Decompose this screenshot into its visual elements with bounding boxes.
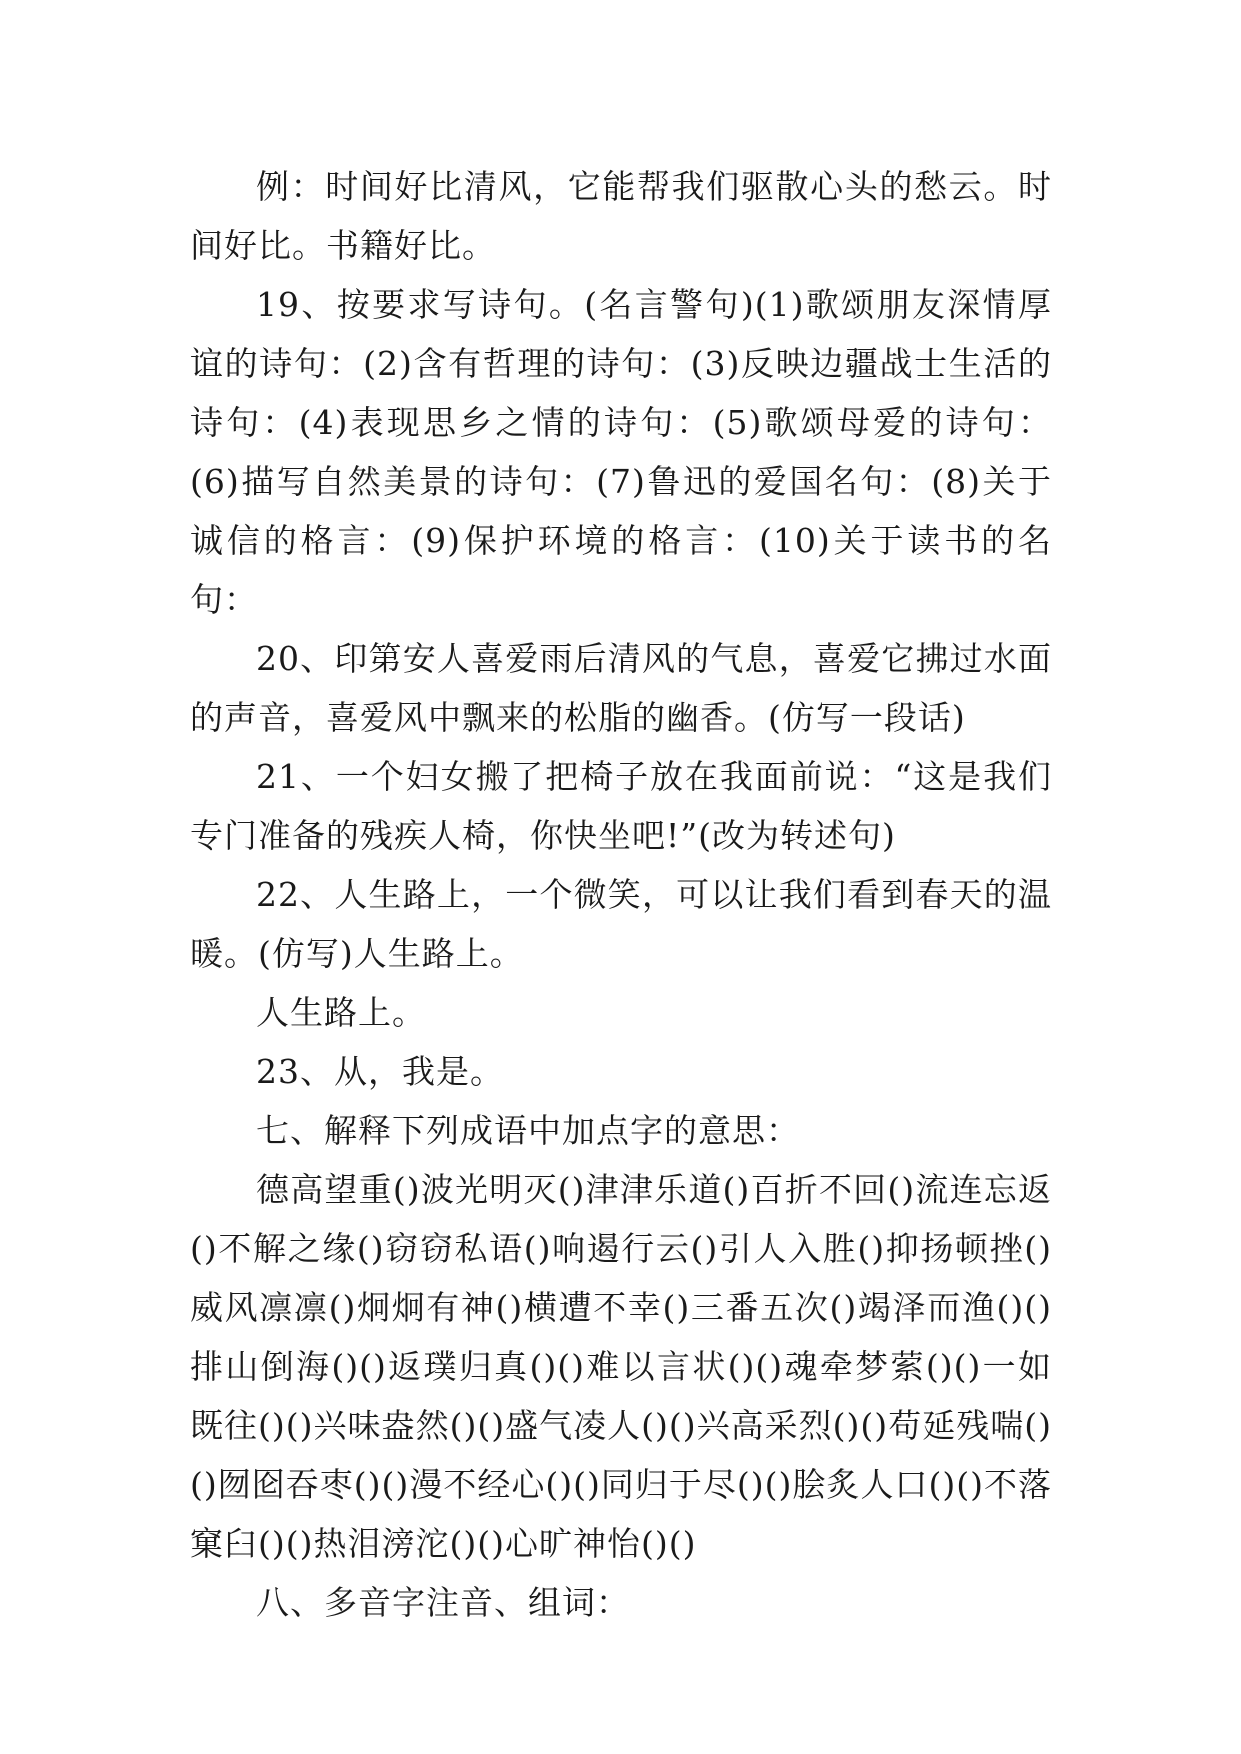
document-body: [190, 157, 1052, 1632]
paragraph-question-23: 23、从，我是。: [256, 1052, 504, 1091]
paragraph-question-22: 22、人生路上，一个微笑，可以让我们看到春天的温暖。(仿写)人生路上。: [190, 875, 1052, 973]
section-heading-7: 七、解释下列成语中加点字的意思：: [256, 1111, 800, 1150]
paragraph-question-19: 19、按要求写诗句。(名言警句)(1)歌颂朋友深情厚谊的诗句：(2)含有哲理的诗句：(3)反映边疆战士生活的诗句：(4)表现思乡之情的诗句：(5)歌颂母爱的诗句：(6)描写自然美景的诗句：(7)鲁迅的爱国名句：(8)关于诚信的格言：(9)保护环境的格言：(10)关于读书的名句：: [190, 285, 1052, 619]
paragraph-question-22-line2: 人生路上。: [256, 993, 426, 1032]
paragraph-question-21: 21、一个妇女搬了把椅子放在我面前说：“这是我们专门准备的残疾人椅，你快坐吧!”(改为转述句): [190, 757, 1052, 855]
section-heading-8: 八、多音字注音、组词：: [256, 1583, 630, 1622]
paragraph-idiom-list: 德高望重()波光明灭()津津乐道()百折不回()流连忘返()不解之缘()窃窃私语()响遏行云()引人入胜()抑扬顿挫()威风凛凛()炯炯有神()横遭不幸()三番五次()竭泽而渔()()排山倒海()()返璞归真()()难以言状()()魂牵梦萦()()一如既往()()兴味盎然()()盛气凌人()()兴高采烈()()苟延残喘()()囫囵吞枣()()漫不经心()()同归于尽()()脍炙人口()()不落窠臼()()热泪滂沱()()心旷神怡()(): [190, 1170, 1052, 1563]
paragraph-question-20: 20、印第安人喜爱雨后清风的气息，喜爱它拂过水面的声音，喜爱风中飘来的松脂的幽香。(仿写一段话): [190, 639, 1052, 737]
paragraph-example: 例：时间好比清风，它能帮我们驱散心头的愁云。时间好比。书籍好比。: [190, 167, 1052, 265]
